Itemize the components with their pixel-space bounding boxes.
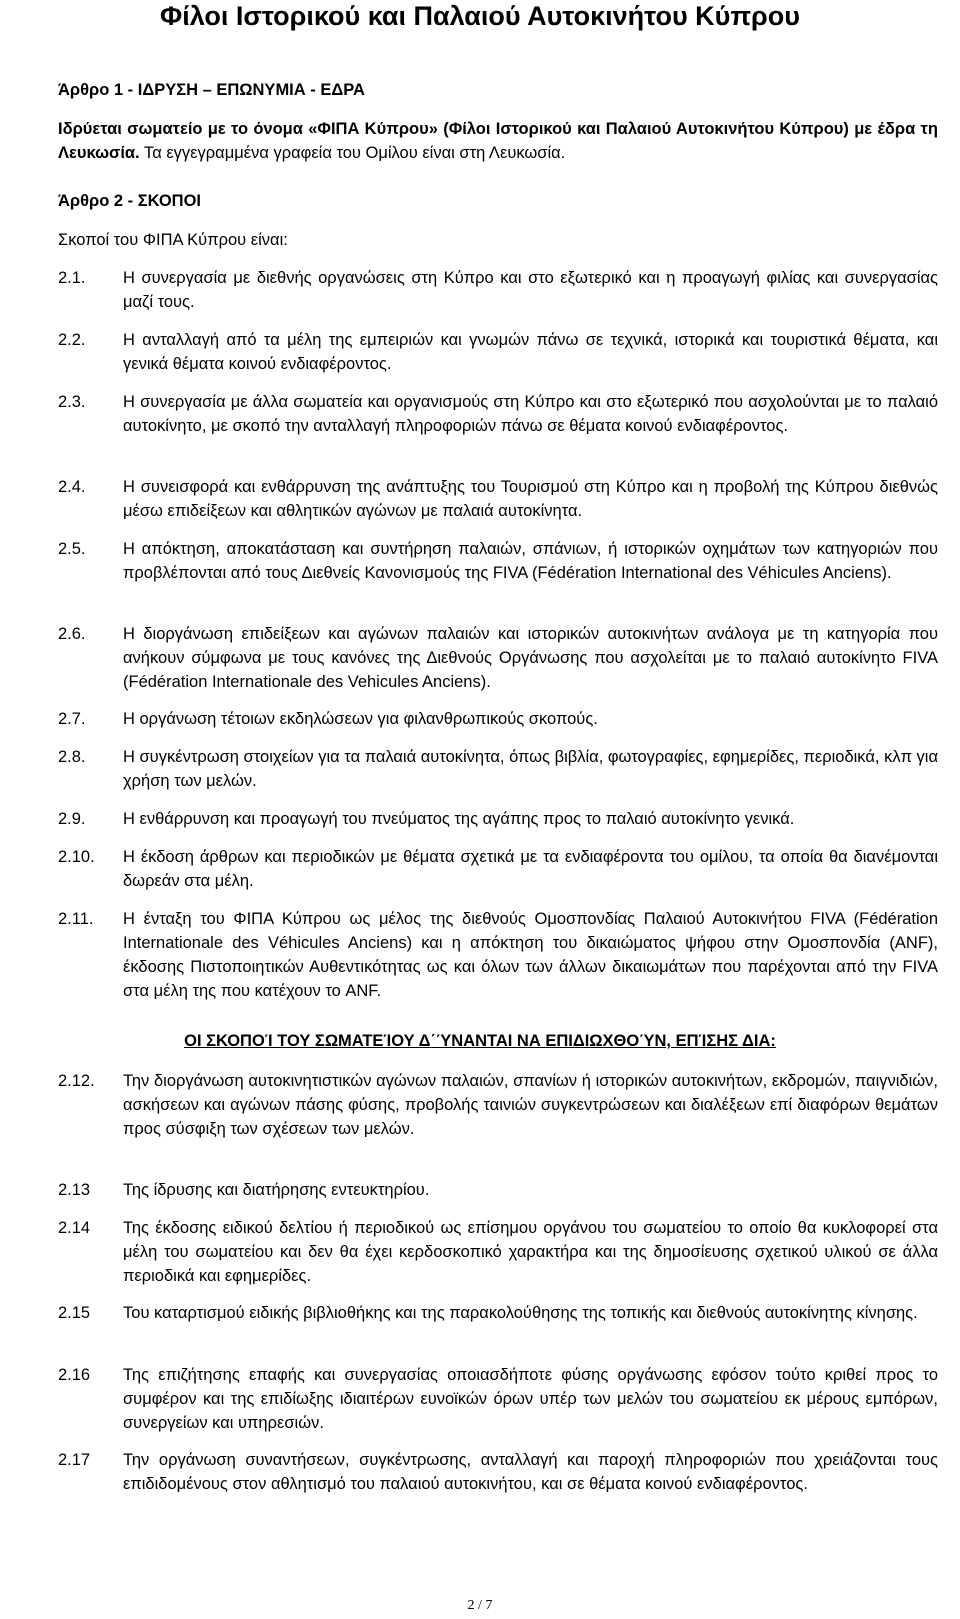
item-number: 2.14 bbox=[58, 1219, 91, 1237]
list-item bbox=[58, 1069, 938, 1141]
list-item bbox=[58, 1363, 938, 1435]
item-number: 2.9. bbox=[58, 810, 86, 828]
list-item bbox=[58, 1178, 938, 1202]
item-number: 2.17 bbox=[58, 1451, 91, 1469]
item-text: Την διοργάνωση αυτοκινητιστικών αγώνων παλαιών, σπανίων ή ιστορικών αυτοκινήτων, εκδρομών, παιγνιδιών, ασκήσεων και αγώνων πάσης φύσης, προβολής ταινιών συγκεντρώσεων και διαλέξεων επί διαφόρων θεμάτων προς σύσφιξη των σχέσεων των μελών. bbox=[123, 1072, 938, 1138]
article-1 bbox=[58, 78, 938, 102]
item-text: Η συνεργασία με διεθνής οργανώσεις στη Κύπρο και στο εξωτερικό και η προαγωγή φιλίας και συνεργασίας μαζί τους. bbox=[123, 269, 938, 311]
item-number: 2.5. bbox=[58, 540, 86, 558]
article-2-intro-text: Σκοποί του ΦΙΠΑ Κύπρου είναι: bbox=[58, 231, 288, 249]
article-2 bbox=[58, 189, 938, 213]
item-number: 2.16 bbox=[58, 1366, 91, 1384]
article-1-body bbox=[58, 117, 938, 165]
item-text: Η απόκτηση, αποκατάσταση και συντήρηση παλαιών, σπάνιων, ή ιστορικών οχημάτων των κατηγοριών που προβλέπονται από τους Διεθνείς Κανονισμούς της FIVA (Fédération International des Véhicules Anciens). bbox=[123, 540, 938, 582]
item-number: 2.11. bbox=[58, 910, 94, 928]
item-text: Η ένταξη του ΦΙΠΑ Κύπρου ως μέλος της διεθνούς Ομοσπονδίας Παλαιού Αυτοκινήτου FIVA (Fédération Internationale des Véhicules Anciens) και η απόκτηση του δικαιώματος ψήφου στην Ομοσπονδία (ANF), έκδοσης Πιστοποιητικών Αυθεντικότητας ως και όλων των άλλων δικαιωμάτων που παρέχονται από την FIVA στα μέλη της που κατέχουν το ANF. bbox=[123, 910, 938, 1000]
item-number: 2.4. bbox=[58, 478, 86, 496]
list-item bbox=[58, 1448, 938, 1496]
list-item bbox=[58, 537, 938, 585]
list-item bbox=[58, 475, 938, 523]
list-item bbox=[58, 328, 938, 376]
article-1-heading: Άρθρο 1 - ΙΔΡΥΣΗ – ΕΠΩΝΥΜΙΑ - ΕΔΡΑ bbox=[58, 81, 365, 99]
item-number: 2.12. bbox=[58, 1072, 95, 1090]
section-subheading: ΟΙ ΣΚΟΠΟΊ ΤΟΥ ΣΩΜΑΤΕΊΟΥ Δ΄ΎΝΑΝΤΑΙ ΝΑ ΕΠΙΔΙΩΧΘΟΎΝ, ΕΠΊΣΗΣ ΔΙΑ: bbox=[184, 1032, 776, 1050]
item-text: Η ανταλλαγή από τα μέλη της εμπειριών και γνωμών πάνω σε τεχνικά, ιστορικά και τουριστικά θέματα, και γενικά θέματα κοινού ενδιαφέροντος. bbox=[123, 331, 938, 373]
item-text: Η διοργάνωση επιδείξεων και αγώνων παλαιών και ιστορικών αυτοκινήτων ανάλογα με τη κατηγορία που ανήκουν σύμφωνα με τους κανόνες της Διεθνούς Οργάνωσης που ασχολείται με το παλαιό αυτοκίνητο FIVA (Fédération Internationale des Vehicules Anciens). bbox=[123, 625, 938, 691]
list-item bbox=[58, 1216, 938, 1288]
list-item bbox=[58, 745, 938, 793]
item-text: Η συνεισφορά και ενθάρρυνση της ανάπτυξης του Τουρισμού στη Κύπρο και η προβολή της Κύπρου διεθνώς μέσω επιδείξεων και αθλητικών αγώνων με παλαιά αυτοκίνητα. bbox=[123, 478, 938, 520]
list-item bbox=[58, 707, 938, 731]
item-number: 2.7. bbox=[58, 710, 86, 728]
list-item bbox=[58, 807, 938, 831]
item-text: Του καταρτισμού ειδικής βιβλιοθήκης και της παρακολούθησης της τοπικής και διεθνούς αυτοκίνητης κίνησης. bbox=[123, 1304, 918, 1322]
article-2-intro bbox=[58, 228, 938, 252]
page-number: 2 / 7 bbox=[467, 1598, 493, 1613]
article-2-heading: Άρθρο 2 - ΣΚΟΠΟΙ bbox=[58, 192, 201, 210]
item-text: Της έκδοσης ειδικού δελτίου ή περιοδικού ως επίσημου οργάνου του σωματείου το οποίο θα κυκλοφορεί στα μέλη του σωματείου και δεν θα έχει κερδοσκοπικό χαρακτήρα και της δημοσίευσης σχετικού υλικού σε άλλα περιοδικά και εφημερίδες. bbox=[123, 1219, 938, 1285]
article-1-text: Τα εγγεγραμμένα γραφεία του Ομίλου είναι στη Λευκωσία. bbox=[139, 144, 566, 162]
list-item bbox=[58, 390, 938, 438]
item-number: 2.1. bbox=[58, 269, 86, 287]
item-text: Η έκδοση άρθρων και περιοδικών με θέματα σχετικά με τα ενδιαφέροντα του ομίλου, τα οποία θα διανέμονται δωρεάν στα μέλη. bbox=[123, 848, 938, 890]
item-text: Η συγκέντρωση στοιχείων για τα παλαιά αυτοκίνητα, όπως βιβλία, φωτογραφίες, εφημερίδες, περιοδικά, κλπ για χρήση των μελών. bbox=[123, 748, 938, 790]
item-number: 2.13 bbox=[58, 1181, 91, 1199]
list-item bbox=[58, 622, 938, 694]
item-number: 2.3. bbox=[58, 393, 86, 411]
item-number: 2.2. bbox=[58, 331, 86, 349]
list-item bbox=[58, 907, 938, 1003]
item-number: 2.8. bbox=[58, 748, 86, 766]
item-number: 2.10. bbox=[58, 848, 95, 866]
item-text: Η ενθάρρυνση και προαγωγή του πνεύματος της αγάπης προς το παλαιό αυτοκίνητο γενικά. bbox=[123, 810, 795, 828]
article-1-text-bold: Ιδρύεται σωματείο με το όνομα «ΦΙΠΑ Κύπρου» (Φίλοι Ιστορικού και Παλαιού Αυτοκινήτου Κύπρου) με έδρα τη Λευκωσία. bbox=[58, 120, 938, 162]
item-text: Την οργάνωση συναντήσεων, συγκέντρωσης, ανταλλαγή και παροχή πληροφοριών που χρειάζονται τους επιδιδομένους στον αθλητισμό του παλαιού αυτοκινήτου, και σε θέματα κοινού ενδιαφέροντος. bbox=[123, 1451, 938, 1493]
item-text: Η συνεργασία με άλλα σωματεία και οργανισμούς στη Κύπρο και στο εξωτερικό που ασχολούνται με το παλαιό αυτοκίνητο, με σκοπό την ανταλλαγή πληροφοριών πάνω σε θέματα κοινού ενδιαφέροντος. bbox=[123, 393, 938, 435]
item-text: Η οργάνωση τέτοιων εκδηλώσεων για φιλανθρωπικούς σκοπούς. bbox=[123, 710, 598, 728]
item-text: Της ίδρυσης και διατήρησης εντευκτηρίου. bbox=[123, 1181, 430, 1199]
list-item bbox=[58, 266, 938, 314]
item-text: Της επιζήτησης επαφής και συνεργασίας οποιασδήποτε φύσης οργάνωσης εφόσον τούτο κριθεί προς το συμφέρον και της επιδίωξης ιδιαιτέρων ευνοϊκών όρων υπέρ των μελών του σωματείου εκ μέρους εμπόρων, συνεργείων και υπηρεσιών. bbox=[123, 1366, 938, 1432]
list-item bbox=[58, 845, 938, 893]
list-item bbox=[58, 1301, 938, 1325]
item-number: 2.15 bbox=[58, 1304, 91, 1322]
item-number: 2.6. bbox=[58, 625, 86, 643]
document-title: Φίλοι Ιστορικού και Παλαιού Αυτοκινήτου Κύπρου bbox=[160, 1, 800, 31]
